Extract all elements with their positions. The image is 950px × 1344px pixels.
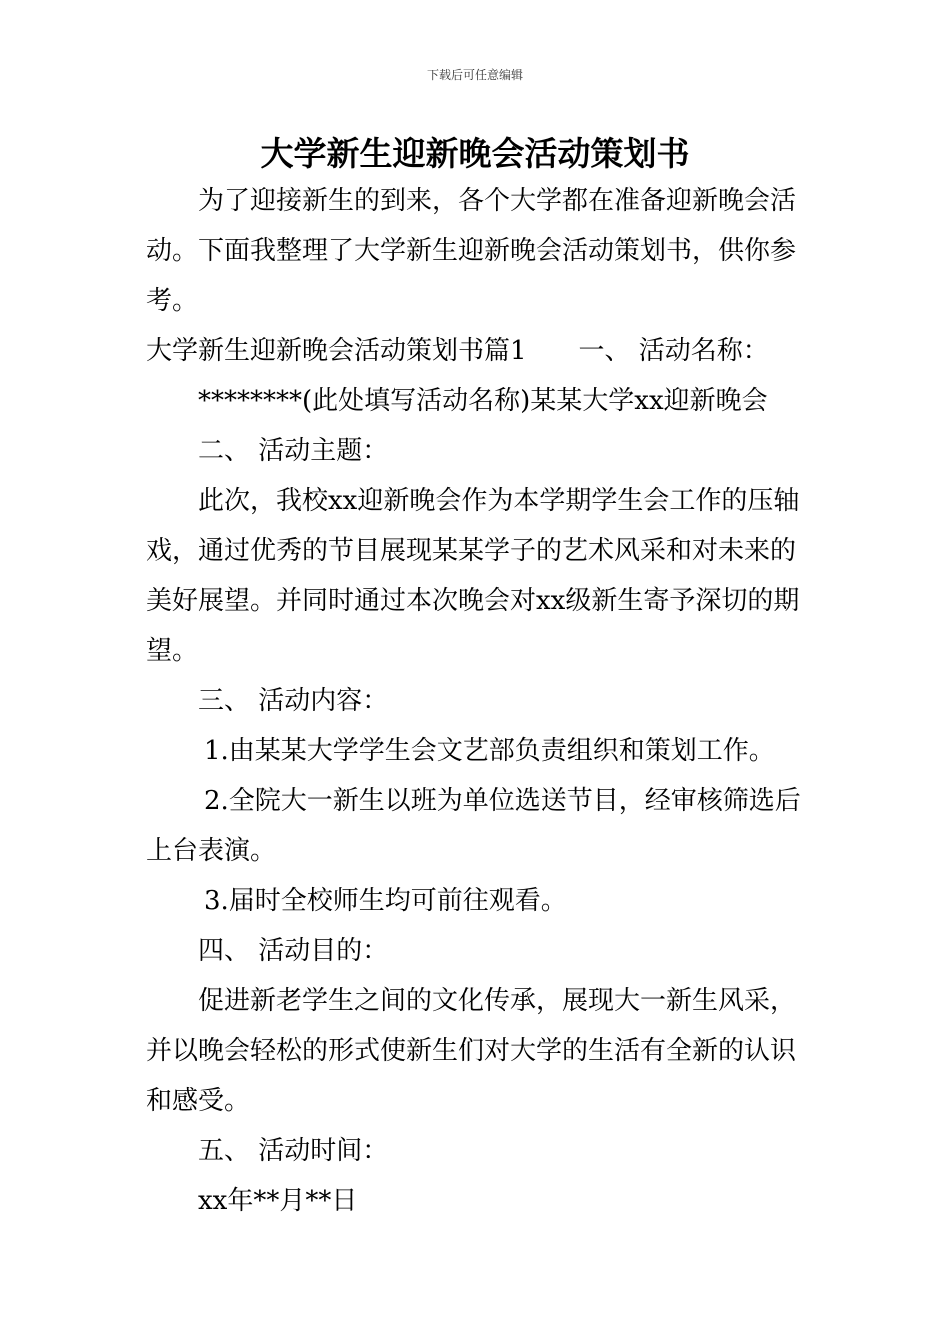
section-heading-2: 二、 活动主题： [198, 436, 389, 466]
intro-paragraph: 为了迎接新生的到来，各个大学都在准备迎新晚会活动。下面我整理了大学新生迎新晚会活动策划书，供你参考。 [146, 186, 797, 316]
section-heading-5: 五、 活动时间： [198, 1136, 389, 1166]
document-title: 大学新生迎新晚会活动策划书 [260, 134, 690, 173]
header-note: 下载后可任意编辑 [426, 68, 523, 82]
content-item-2: 2.全院大一新生以班为单位选送节目，经审核筛选后上台表演。 [146, 786, 801, 866]
section-heading-1: 大学新生迎新晚会活动策划书篇1 一、 活动名称： [146, 336, 769, 366]
content-item-3: 3.届时全校师生均可前往观看。 [204, 886, 567, 916]
activity-name-text: ********(此处填写活动名称)某某大学xx迎新晚会 [198, 386, 768, 416]
document-body [146, 176, 806, 1226]
section-heading-3: 三、 活动内容： [198, 686, 389, 716]
purpose-paragraph: 促进新老学生之间的文化传承，展现大一新生风采，并以晚会轻松的形式使新生们对大学的生活有全新的认识和感受。 [146, 986, 797, 1116]
content-item-1: 1.由某某大学学生会文艺部负责组织和策划工作。 [204, 736, 775, 766]
theme-paragraph: 此次，我校xx迎新晚会作为本学期学生会工作的压轴戏，通过优秀的节目展现某某学子的艺术风采和对未来的美好展望。并同时通过本次晚会对xx级新生寄予深切的期望。 [146, 486, 800, 666]
section-heading-4: 四、 活动目的： [198, 936, 389, 966]
activity-date-text: xx年**月**日 [198, 1186, 358, 1216]
